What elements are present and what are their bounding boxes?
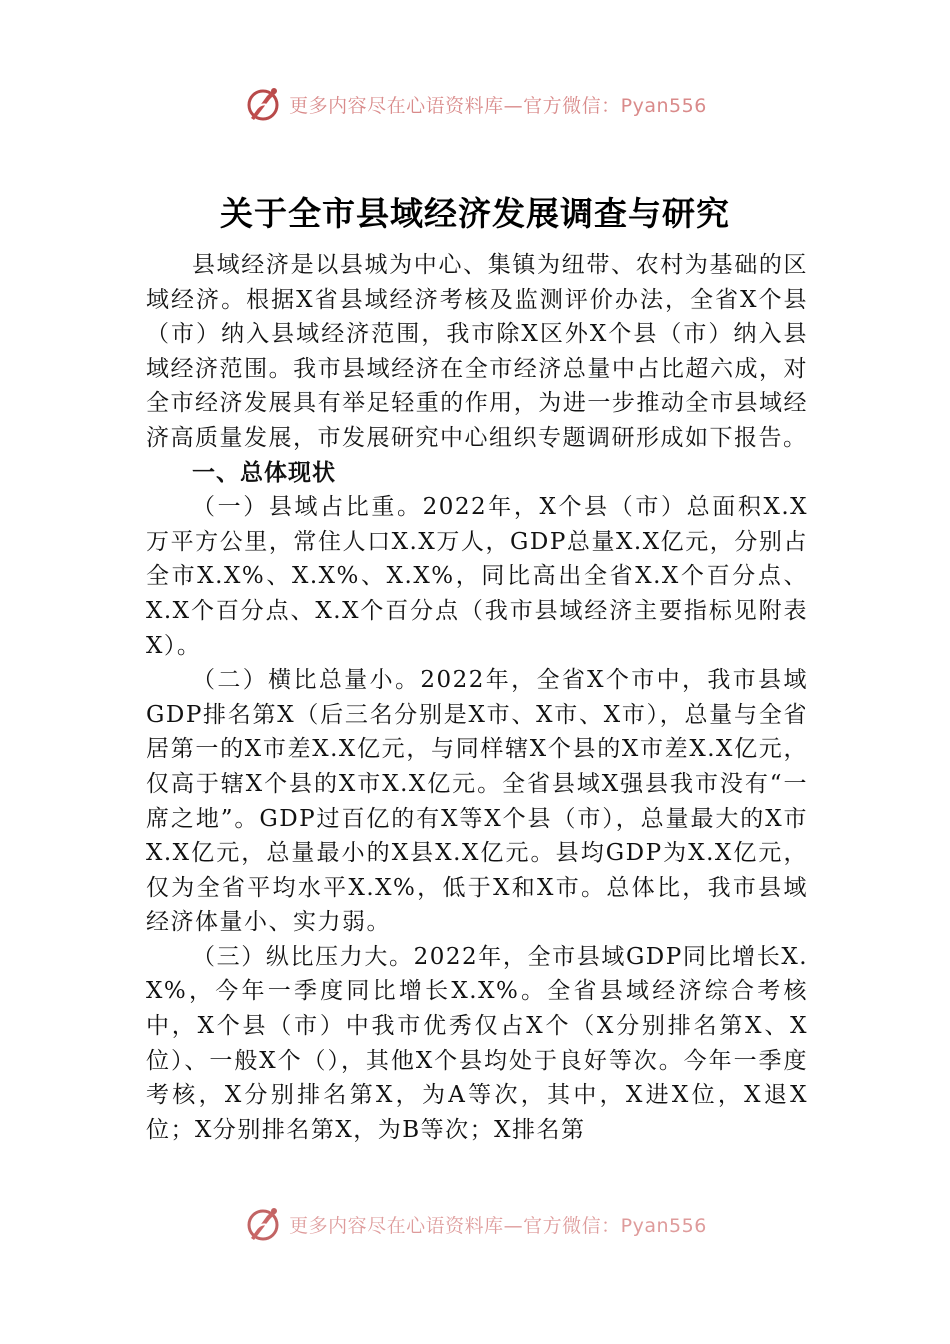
- pen-nib-logo-icon: [243, 1204, 283, 1244]
- item-lead-3: （三）纵比压力大。: [192, 943, 414, 970]
- item-lead-2: （二）横比总量小。: [192, 667, 421, 694]
- watermark-text-footer: 更多内容尽在心语资料库—官方微信：Pyan556: [289, 1214, 707, 1237]
- document-body: [146, 248, 808, 1220]
- footer-watermark-banner: [0, 1202, 950, 1246]
- intro-paragraph: 县域经济是以县城为中心、集镇为纽带、农村为基础的区域经济。根据X省县域经济考核及监测评价办法，全省X个县（市）纳入县域经济范围，我市除X区外X个县（市）纳入县域经济范围。我市县域经济在全市经济总量中占比超六成，对全市经济发展具有举足轻重的作用，为进一步推动全市县域经济高质量发展，市发展研究中心组织专题调研形成如下报告。: [146, 252, 808, 451]
- item-paragraph-2: [146, 663, 808, 940]
- section-heading-1: 一、总体现状: [192, 459, 336, 486]
- item-text-2: 2022年，全省X个市中，我市县域GDP排名第X（后三名分别是X市、X市、X市），总量与全省居第一的X市差X.X亿元，与同样辖X个县的X市差X.X亿元，仅高于辖X个县的X市X.X亿元。全省县域X强县我市没有“一席之地”。GDP过百亿的有X等X个县（市），总量最大的X市X.X亿元，总量最小的X县X.X亿元。县均GDP为X.X亿元，仅为全省平均水平X.X%，低于X和X市。总体比，我市县域经济体量小、实力弱。: [146, 667, 808, 936]
- item-lead-1: （一）县域占比重。: [192, 494, 423, 521]
- document-title: 关于全市县域经济发展调查与研究: [220, 194, 730, 233]
- header-watermark-banner: [0, 82, 950, 126]
- watermark-text: 更多内容尽在心语资料库—官方微信：Pyan556: [289, 94, 707, 117]
- item-paragraph-1: [146, 490, 808, 663]
- item-text-3: 2022年，全市县域GDP同比增长X.X%，今年一季度同比增长X.X%。全省县域经济综合考核中，X个县（市）中我市优秀仅占X个（X分别排名第X、X位）、一般X个（），其他X个县均处于良好等次。今年一季度考核，X分别排名第X，为A等次，其中，X进X位，X退X位；X分别排名第X，为B等次；X排名第: [146, 943, 808, 1143]
- item-text-1: 2022年，X个县（市）总面积X.X万平方公里，常住人口X.X万人，GDP总量X.X亿元，分别占全市X.X%、X.X%、X.X%，同比高出全省X.X个百分点、X.X个百分点、X.X个百分点（我市县域经济主要指标见附表X）。: [146, 494, 808, 659]
- item-paragraph-3: [146, 940, 808, 1148]
- pen-nib-logo-icon: [243, 84, 283, 124]
